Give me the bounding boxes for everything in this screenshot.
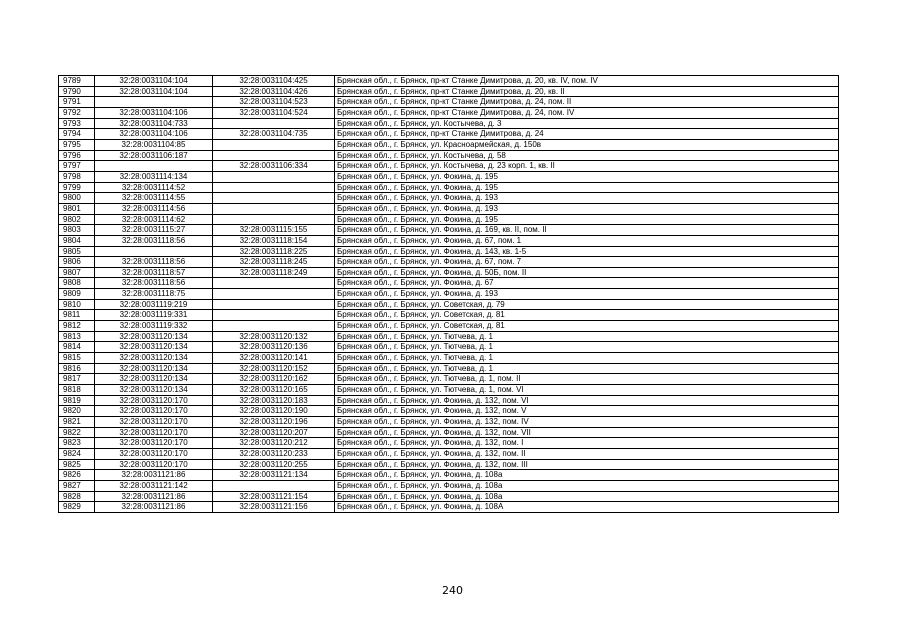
record-number-cell: 9795 [59,139,95,150]
address-cell: Брянская обл., г. Брянск, ул. Фокина, д. 169, кв. II, пом. II [335,225,839,236]
parcel-cadastral-number-cell: 32:28:0031118:56 [95,257,213,268]
parcel-cadastral-number-cell: 32:28:0031120:134 [95,331,213,342]
table-row [59,491,839,502]
address-cell: Брянская обл., г. Брянск, ул. Фокина, д. 195 [335,214,839,225]
record-number-cell: 9799 [59,182,95,193]
address-cell: Брянская обл., г. Брянск, ул. Фокина, д. 132, пом. IV [335,417,839,428]
address-cell: Брянская обл., г. Брянск, ул. Советская, д. 81 [335,310,839,321]
table-row [59,289,839,300]
record-number-cell: 9813 [59,331,95,342]
address-cell: Брянская обл., г. Брянск, пр-кт Станке Димитрова, д. 24, пом. IV [335,107,839,118]
record-number-cell: 9822 [59,427,95,438]
object-cadastral-number-cell [213,480,335,491]
table-row [59,107,839,118]
object-cadastral-number-cell: 32:28:0031106:334 [213,161,335,172]
parcel-cadastral-number-cell: 32:28:0031120:170 [95,459,213,470]
record-number-cell: 9819 [59,395,95,406]
parcel-cadastral-number-cell: 32:28:0031114:56 [95,203,213,214]
table-row [59,86,839,97]
parcel-cadastral-number-cell: 32:28:0031120:170 [95,448,213,459]
record-number-cell: 9812 [59,321,95,332]
parcel-cadastral-number-cell: 32:28:0031114:55 [95,193,213,204]
table-row [59,171,839,182]
address-cell: Брянская обл., г. Брянск, ул. Фокина, д. 108а [335,491,839,502]
parcel-cadastral-number-cell: 32:28:0031119:331 [95,310,213,321]
parcel-cadastral-number-cell: 32:28:0031104:104 [95,86,213,97]
record-number-cell: 9794 [59,129,95,140]
object-cadastral-number-cell: 32:28:0031118:225 [213,246,335,257]
table-row [59,470,839,481]
object-cadastral-number-cell: 32:28:0031104:523 [213,97,335,108]
record-number-cell: 9789 [59,76,95,87]
table-row [59,385,839,396]
object-cadastral-number-cell: 32:28:0031120:255 [213,459,335,470]
record-number-cell: 9804 [59,235,95,246]
record-number-cell: 9807 [59,267,95,278]
record-number-cell: 9810 [59,299,95,310]
parcel-cadastral-number-cell: 32:28:0031119:332 [95,321,213,332]
parcel-cadastral-number-cell: 32:28:0031104:106 [95,107,213,118]
object-cadastral-number-cell [213,193,335,204]
object-cadastral-number-cell [213,171,335,182]
table-row [59,182,839,193]
record-number-cell: 9806 [59,257,95,268]
parcel-cadastral-number-cell [95,161,213,172]
parcel-cadastral-number-cell: 32:28:0031119:219 [95,299,213,310]
parcel-cadastral-number-cell: 32:28:0031121:86 [95,491,213,502]
record-number-cell: 9815 [59,353,95,364]
parcel-cadastral-number-cell: 32:28:0031121:86 [95,470,213,481]
parcel-cadastral-number-cell: 32:28:0031118:75 [95,289,213,300]
record-number-cell: 9809 [59,289,95,300]
parcel-cadastral-number-cell: 32:28:0031104:85 [95,139,213,150]
address-cell: Брянская обл., г. Брянск, ул. Фокина, д. 67, пом. 1 [335,235,839,246]
record-number-cell: 9792 [59,107,95,118]
parcel-cadastral-number-cell: 32:28:0031120:134 [95,342,213,353]
table-row [59,427,839,438]
table-row [59,161,839,172]
table-row [59,395,839,406]
parcel-cadastral-number-cell: 32:28:0031106:187 [95,150,213,161]
object-cadastral-number-cell: 32:28:0031118:249 [213,267,335,278]
object-cadastral-number-cell: 32:28:0031121:156 [213,502,335,513]
record-number-cell: 9816 [59,363,95,374]
object-cadastral-number-cell: 32:28:0031120:152 [213,363,335,374]
table-row [59,374,839,385]
record-number-cell: 9796 [59,150,95,161]
address-cell: Брянская обл., г. Брянск, пр-кт Станке Димитрова, д. 20, кв. II [335,86,839,97]
object-cadastral-number-cell: 32:28:0031120:162 [213,374,335,385]
record-number-cell: 9820 [59,406,95,417]
record-number-cell: 9803 [59,225,95,236]
address-cell: Брянская обл., г. Брянск, ул. Тютчева, д. 1 [335,363,839,374]
record-number-cell: 9817 [59,374,95,385]
table-row [59,139,839,150]
object-cadastral-number-cell: 32:28:0031118:154 [213,235,335,246]
parcel-cadastral-number-cell: 32:28:0031104:104 [95,76,213,87]
table-row [59,321,839,332]
parcel-cadastral-number-cell: 32:28:0031114:62 [95,214,213,225]
address-cell: Брянская обл., г. Брянск, ул. Красноармейская, д. 150в [335,139,839,150]
object-cadastral-number-cell [213,214,335,225]
table-row [59,97,839,108]
object-cadastral-number-cell: 32:28:0031120:190 [213,406,335,417]
address-cell: Брянская обл., г. Брянск, ул. Фокина, д. 195 [335,182,839,193]
table-row [59,150,839,161]
table-row [59,448,839,459]
record-number-cell: 9808 [59,278,95,289]
parcel-cadastral-number-cell: 32:28:0031120:170 [95,417,213,428]
table-row [59,235,839,246]
records-table-body [59,76,839,513]
address-cell: Брянская обл., г. Брянск, ул. Фокина, д. 195 [335,171,839,182]
table-row [59,331,839,342]
parcel-cadastral-number-cell: 32:28:0031120:134 [95,385,213,396]
parcel-cadastral-number-cell: 32:28:0031120:134 [95,363,213,374]
parcel-cadastral-number-cell: 32:28:0031121:86 [95,502,213,513]
table-row [59,267,839,278]
table-row [59,118,839,129]
object-cadastral-number-cell [213,310,335,321]
address-cell: Брянская обл., г. Брянск, ул. Костычева, д. 3 [335,118,839,129]
parcel-cadastral-number-cell: 32:28:0031104:733 [95,118,213,129]
object-cadastral-number-cell: 32:28:0031118:245 [213,257,335,268]
address-cell: Брянская обл., г. Брянск, ул. Тютчева, д. 1, пом. VI [335,385,839,396]
table-row [59,417,839,428]
table-row [59,299,839,310]
address-cell: Брянская обл., г. Брянск, ул. Тютчева, д. 1 [335,353,839,364]
record-number-cell: 9824 [59,448,95,459]
record-number-cell: 9790 [59,86,95,97]
object-cadastral-number-cell: 32:28:0031104:426 [213,86,335,97]
address-cell: Брянская обл., г. Брянск, ул. Фокина, д. 193 [335,193,839,204]
record-number-cell: 9791 [59,97,95,108]
table-row [59,502,839,513]
record-number-cell: 9818 [59,385,95,396]
address-cell: Брянская обл., г. Брянск, ул. Фокина, д. 193 [335,289,839,300]
parcel-cadastral-number-cell [95,97,213,108]
object-cadastral-number-cell: 32:28:0031120:132 [213,331,335,342]
address-cell: Брянская обл., г. Брянск, ул. Фокина, д. 193 [335,203,839,214]
address-cell: Брянская обл., г. Брянск, ул. Фокина, д. 132, пом. VII [335,427,839,438]
address-cell: Брянская обл., г. Брянск, ул. Костычева, д. 23 корп. 1, кв. II [335,161,839,172]
parcel-cadastral-number-cell: 32:28:0031120:134 [95,353,213,364]
object-cadastral-number-cell: 32:28:0031104:425 [213,76,335,87]
record-number-cell: 9797 [59,161,95,172]
object-cadastral-number-cell: 32:28:0031120:165 [213,385,335,396]
address-cell: Брянская обл., г. Брянск, ул. Фокина, д. 132, пом. III [335,459,839,470]
object-cadastral-number-cell: 32:28:0031120:141 [213,353,335,364]
address-cell: Брянская обл., г. Брянск, пр-кт Станке Димитрова, д. 24 [335,129,839,140]
object-cadastral-number-cell: 32:28:0031104:735 [213,129,335,140]
address-cell: Брянская обл., г. Брянск, ул. Тютчева, д. 1, пом. II [335,374,839,385]
address-cell: Брянская обл., г. Брянск, ул. Фокина, д. 108а [335,480,839,491]
record-number-cell: 9821 [59,417,95,428]
address-cell: Брянская обл., г. Брянск, ул. Фокина, д. 132, пом. VI [335,395,839,406]
object-cadastral-number-cell: 32:28:0031121:154 [213,491,335,502]
record-number-cell: 9827 [59,480,95,491]
table-row [59,438,839,449]
object-cadastral-number-cell: 32:28:0031121:134 [213,470,335,481]
object-cadastral-number-cell: 32:28:0031120:136 [213,342,335,353]
table-row [59,459,839,470]
object-cadastral-number-cell: 32:28:0031115:155 [213,225,335,236]
address-cell: Брянская обл., г. Брянск, ул. Фокина, д. 67 [335,278,839,289]
record-number-cell: 9802 [59,214,95,225]
page-number: 240 [442,584,463,597]
address-cell: Брянская обл., г. Брянск, ул. Тютчева, д. 1 [335,342,839,353]
parcel-cadastral-number-cell: 32:28:0031120:170 [95,438,213,449]
address-cell: Брянская обл., г. Брянск, ул. Советская, д. 79 [335,299,839,310]
parcel-cadastral-number-cell: 32:28:0031120:170 [95,427,213,438]
table-row [59,225,839,236]
records-table [58,75,839,513]
table-row [59,246,839,257]
table-row [59,310,839,321]
parcel-cadastral-number-cell: 32:28:0031104:106 [95,129,213,140]
table-row [59,363,839,374]
object-cadastral-number-cell [213,289,335,300]
address-cell: Брянская обл., г. Брянск, ул. Фокина, д. 108а [335,470,839,481]
object-cadastral-number-cell [213,182,335,193]
record-number-cell: 9828 [59,491,95,502]
address-cell: Брянская обл., г. Брянск, ул. Костычева, д. 58 [335,150,839,161]
table-row [59,480,839,491]
object-cadastral-number-cell: 32:28:0031120:207 [213,427,335,438]
object-cadastral-number-cell [213,118,335,129]
object-cadastral-number-cell: 32:28:0031104:524 [213,107,335,118]
address-cell: Брянская обл., г. Брянск, пр-кт Станке Димитрова, д. 24, пом. II [335,97,839,108]
address-cell: Брянская обл., г. Брянск, ул. Советская, д. 81 [335,321,839,332]
table-row [59,129,839,140]
address-cell: Брянская обл., г. Брянск, ул. Фокина, д. 132, пом. V [335,406,839,417]
object-cadastral-number-cell [213,278,335,289]
object-cadastral-number-cell [213,299,335,310]
record-number-cell: 9805 [59,246,95,257]
object-cadastral-number-cell: 32:28:0031120:196 [213,417,335,428]
record-number-cell: 9823 [59,438,95,449]
table-row [59,193,839,204]
record-number-cell: 9801 [59,203,95,214]
parcel-cadastral-number-cell: 32:28:0031114:134 [95,171,213,182]
parcel-cadastral-number-cell: 32:28:0031118:56 [95,278,213,289]
parcel-cadastral-number-cell: 32:28:0031118:56 [95,235,213,246]
table-row [59,203,839,214]
record-number-cell: 9800 [59,193,95,204]
table-row [59,214,839,225]
object-cadastral-number-cell: 32:28:0031120:212 [213,438,335,449]
parcel-cadastral-number-cell: 32:28:0031120:170 [95,406,213,417]
table-row [59,76,839,87]
parcel-cadastral-number-cell [95,246,213,257]
object-cadastral-number-cell [213,203,335,214]
address-cell: Брянская обл., г. Брянск, ул. Фокина, д. 50Б, пом. II [335,267,839,278]
table-row [59,257,839,268]
object-cadastral-number-cell: 32:28:0031120:183 [213,395,335,406]
parcel-cadastral-number-cell: 32:28:0031120:134 [95,374,213,385]
record-number-cell: 9829 [59,502,95,513]
parcel-cadastral-number-cell: 32:28:0031114:52 [95,182,213,193]
record-number-cell: 9826 [59,470,95,481]
address-cell: Брянская обл., г. Брянск, пр-кт Станке Димитрова, д. 20, кв. IV, пом. IV [335,76,839,87]
address-cell: Брянская обл., г. Брянск, ул. Фокина, д. 143, кв. 1-5 [335,246,839,257]
table-row [59,353,839,364]
parcel-cadastral-number-cell: 32:28:0031120:170 [95,395,213,406]
record-number-cell: 9811 [59,310,95,321]
parcel-cadastral-number-cell: 32:28:0031121:142 [95,480,213,491]
record-number-cell: 9798 [59,171,95,182]
parcel-cadastral-number-cell: 32:28:0031115:27 [95,225,213,236]
record-number-cell: 9814 [59,342,95,353]
record-number-cell: 9793 [59,118,95,129]
address-cell: Брянская обл., г. Брянск, ул. Тютчева, д. 1 [335,331,839,342]
object-cadastral-number-cell [213,139,335,150]
table-row [59,406,839,417]
object-cadastral-number-cell [213,321,335,332]
parcel-cadastral-number-cell: 32:28:0031118:57 [95,267,213,278]
address-cell: Брянская обл., г. Брянск, ул. Фокина, д. 132, пом. I [335,438,839,449]
table-row [59,342,839,353]
address-cell: Брянская обл., г. Брянск, ул. Фокина, д. 108А [335,502,839,513]
object-cadastral-number-cell [213,150,335,161]
address-cell: Брянская обл., г. Брянск, ул. Фокина, д. 132, пом. II [335,448,839,459]
table-row [59,278,839,289]
record-number-cell: 9825 [59,459,95,470]
address-cell: Брянская обл., г. Брянск, ул. Фокина, д. 67, пом. 7 [335,257,839,268]
object-cadastral-number-cell: 32:28:0031120:233 [213,448,335,459]
